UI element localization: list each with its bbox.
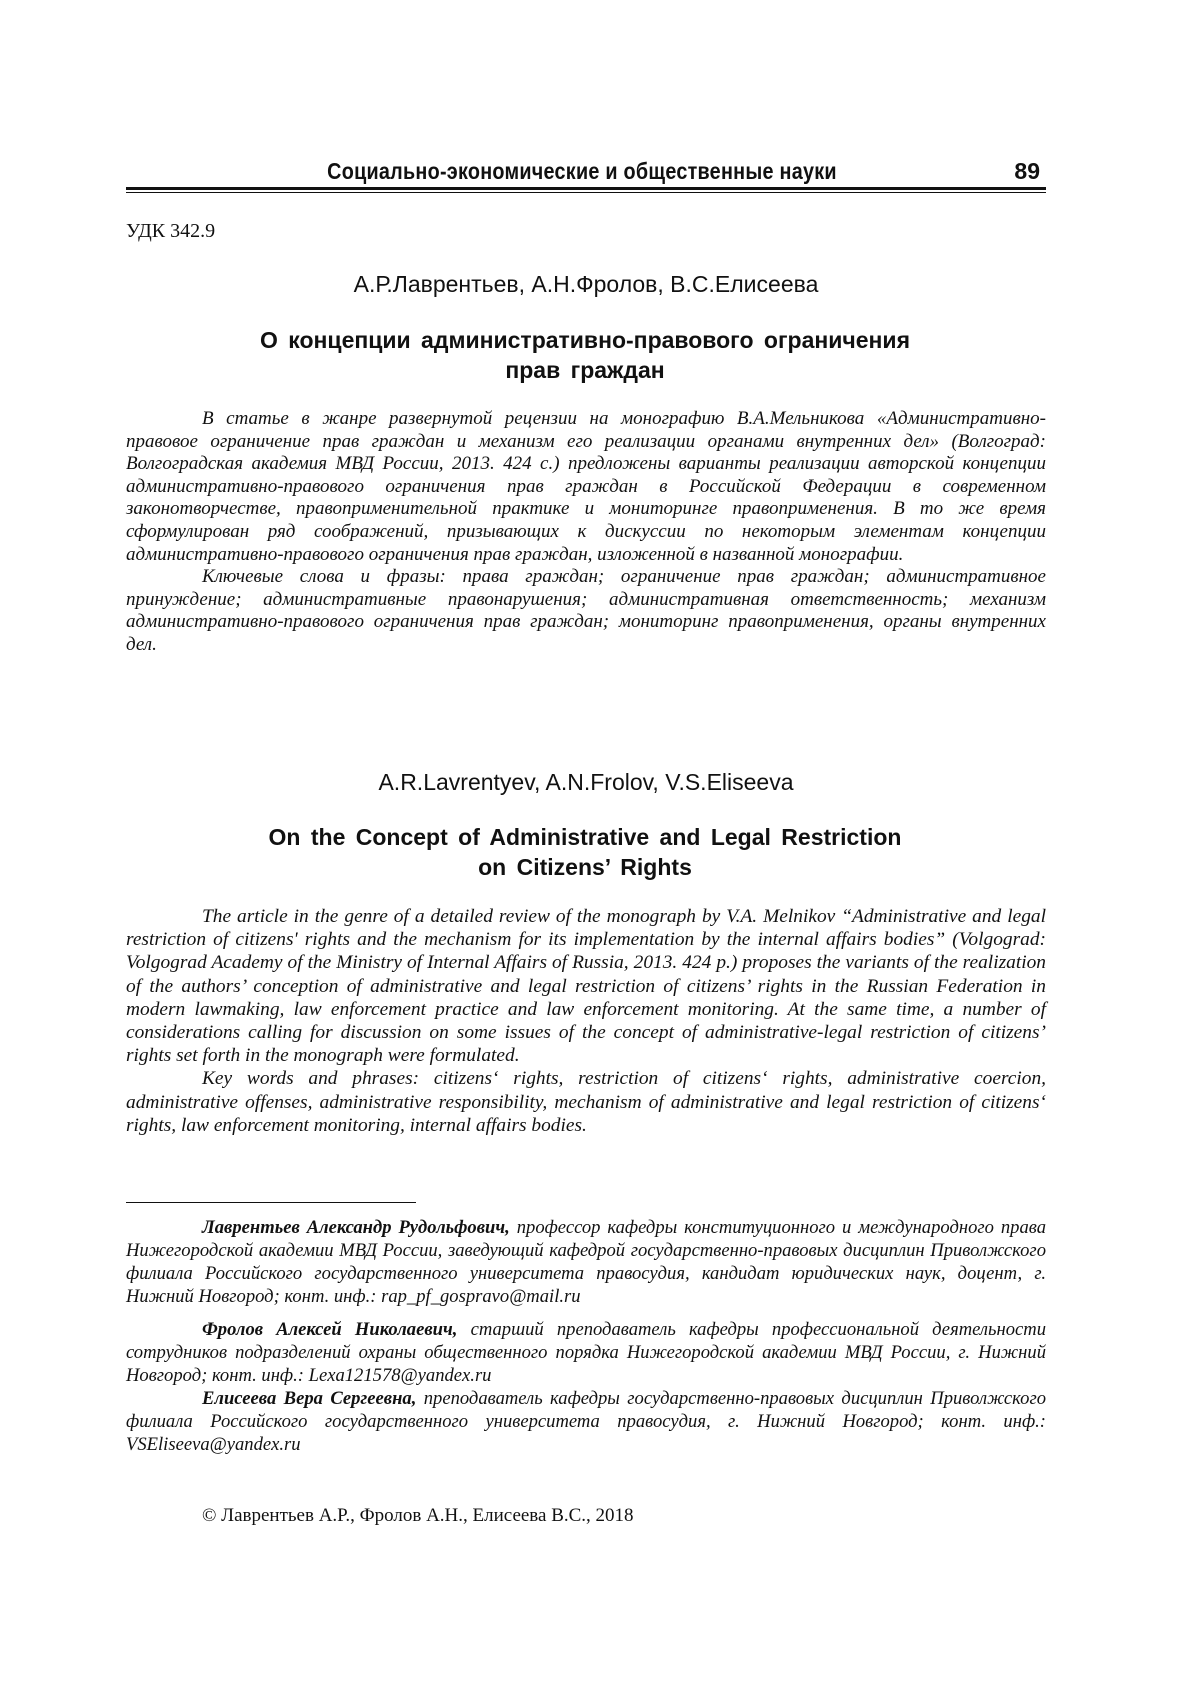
keywords-en: Key words and phrases: citizens‘ rights, restriction of citizens‘ rights, administrative coercion, administrative offenses, administrative responsibility, mechanism of administrative and legal restriction of citizens‘ rights, law enforcement monitoring, internal affairs bodies. [126, 1068, 1046, 1136]
title-ru-line2: прав граждан [505, 357, 665, 383]
footnote-author-1-text: профессор кафедры конституционного и международного права Нижегородской академии МВД России, заведующий кафедрой государственно-правовых дисциплин Приволжского филиала Российского государственного университета правосудия, кандидат юридических наук, доцент, г. Нижний Новгород; конт. инф.: rap_pf_gospravo@mail.ru [126, 1217, 1046, 1307]
title-en-line2: on Citizens’ Rights [478, 854, 692, 880]
running-title: Социально-экономические и общественные науки [327, 158, 837, 184]
abstract-en [126, 905, 1046, 1137]
header-rule-thin [126, 192, 1046, 193]
footnote-author-1-name: Лаврентьев Александр Рудольфович, [202, 1217, 510, 1238]
footnote-rule [126, 1202, 416, 1203]
footnote-author-3-text: преподаватель кафедры государственно-правовых дисциплин Приволжского филиала Российского государственного университета правосудия, г. Нижний Новгород; конт. инф.: VSEliseeva@yandex.ru [126, 1388, 1046, 1455]
footnote-author-2 [126, 1318, 1046, 1387]
footnote-author-3 [126, 1387, 1046, 1456]
abstract-ru-text: В статье в жанре развернутой рецензии на монографию В.А.Мельникова «Административно-правовое ограничение прав граждан и механизм его реализации органами внутренних дел» (Волгоград: Волгоградская академия МВД России, 2013. 424 с.) предложены варианты реализации авторской концепции административно-правового ограничения прав граждан в Российской Федерации в современном законотворчестве, правоприменительной практике и мониторинге правоприменения. В то же время сформулирован ряд соображений, призывающих к дискуссии по некоторым элементам концепции административно-правового ограничения прав граждан, изложенной в названной монографии. [126, 408, 1046, 565]
abstract-en-text: The article in the genre of a detailed review of the monograph by V.A. Melnikov “Administrative and legal restriction of citizens' rights and the mechanism for its implementation by the internal affairs bodies” (Volgograd: Volgograd Academy of the Ministry of Internal Affairs of Russia, 2013. 424 p.) proposes the variants of the realization of the authors’ conception of administrative and legal restriction of citizens’ rights in the Russian Federation in modern lawmaking, law enforcement practice and law enforcement monitoring. At the same time, a number of considerations calling for discussion on some issues of the concept of administrative-legal restriction of citizens’ rights set forth in the monograph were formulated. [126, 906, 1046, 1067]
title-ru [190, 325, 980, 385]
footnote-author-2-name: Фролов Алексей Николаевич, [202, 1319, 458, 1340]
running-header [126, 158, 1046, 184]
footnote-author-2-text: старший преподаватель кафедры профессиональной деятельности сотрудников подразделений охраны общественного порядка Нижегородской академии МВД России, г. Нижний Новгород; конт. инф.: Lexa121578@yandex.ru [126, 1319, 1046, 1386]
header-rule-thick [126, 187, 1046, 190]
keywords-ru: Ключевые слова и фразы: права граждан; ограничение прав граждан; административное принуждение; административные правонарушения; административная ответственность; механизм административно-правового ограничения прав граждан; мониторинг правоприменения, органы внутренних дел. [126, 566, 1046, 655]
title-ru-line1: О концепции административно-правового ограничения [260, 327, 910, 353]
title-en-line1: On the Concept of Administrative and Legal Restriction [268, 824, 902, 850]
author-footnotes [126, 1216, 1046, 1466]
copyright: © Лаврентьев А.Р., Фролов А.Н., Елисеева В.С., 2018 [202, 1505, 634, 1526]
page-number: 89 [1014, 158, 1040, 184]
abstract-ru [126, 408, 1046, 657]
udk-code: УДК 342.9 [126, 220, 216, 242]
title-en [190, 822, 980, 882]
authors-en: A.R.Lavrentyev, A.N.Frolov, V.S.Eliseeva [378, 769, 794, 795]
footnote-author-1 [126, 1216, 1046, 1308]
authors-ru: А.Р.Лаврентьев, А.Н.Фролов, В.С.Елисеева [353, 271, 819, 297]
footnote-author-3-name: Елисеева Вера Сергеевна, [202, 1388, 417, 1409]
